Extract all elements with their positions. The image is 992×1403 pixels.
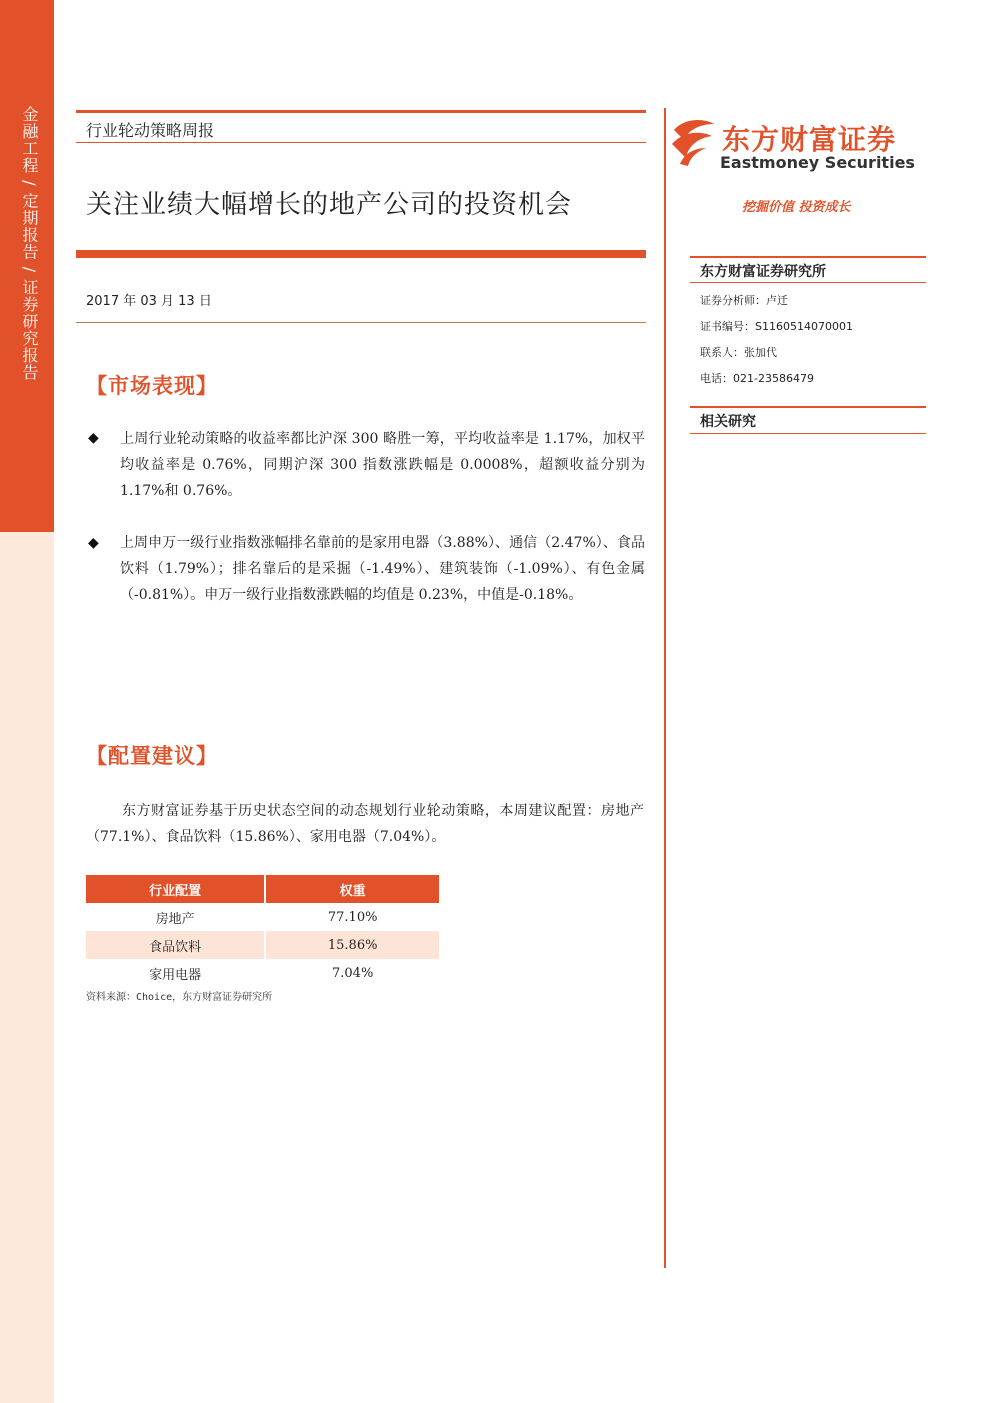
table-row: [86, 959, 440, 987]
analyst-name: 证券分析师：卢迁: [700, 294, 788, 307]
table-row: [86, 903, 440, 931]
column-header-weight: 权重: [265, 875, 440, 903]
column-header-industry: 行业配置: [86, 875, 265, 903]
column-divider: [664, 108, 666, 1268]
certificate-number: 证书编号：S1160514070001: [700, 320, 853, 333]
market-bullet-1: 上周行业轮动策略的收益率都比沪深 300 略胜一筹，平均收益率是 1.17%，加权平均收益率是 0.76%，同期沪深 300 指数涨跌幅是 0.0008%，超额收益分别为 1.17%和 0.76%。: [120, 431, 645, 499]
diamond-bullet-icon: ◆: [88, 535, 99, 551]
phone-number: 电话：021-23586479: [700, 372, 814, 385]
left-sidebar-accent: [0, 0, 54, 532]
table-row: [86, 931, 440, 959]
sidebar-category-label: 金融工程 / 定期报告 / 证券研究报告: [20, 106, 39, 382]
allocation-paragraph: 东方财富证券基于历史状态空间的动态规划行业轮动策略，本周建议配置：房地产（77.1%）、食品饮料（15.86%）、家用电器（7.04%）。: [86, 803, 644, 845]
header-top-rule: [76, 110, 646, 113]
brand-name-en: Eastmoney Securities: [720, 153, 915, 172]
institute-bottom-rule: [690, 282, 926, 283]
brand-name-cn: 东方财富证券: [722, 123, 897, 156]
market-bullet-2: 上周申万一级行业指数涨幅排名靠前的是家用电器（3.88%）、通信（2.47%）、食品饮料（1.79%）；排名靠后的是采掘（-1.49%）、建筑装饰（-1.09%）、有色金属（-0.81%）。申万一级行业指数涨跌幅的均值是 0.23%，中值是-0.18%。: [120, 535, 645, 603]
report-type: 行业轮动策略周报: [86, 121, 215, 140]
institute-name: 东方财富证券研究所: [700, 264, 826, 280]
report-date: 2017 年 03 月 13 日: [86, 294, 212, 309]
allocation-section-heading: 【配置建议】: [86, 743, 218, 768]
data-source-note: 资料来源：Choice，东方财富证券研究所: [86, 992, 273, 1003]
eastmoney-logo-icon: [670, 116, 718, 168]
date-rule: [76, 322, 646, 323]
market-section-heading: 【市场表现】: [86, 373, 218, 398]
weight-cell: 7.04%: [265, 959, 440, 987]
related-research-heading: 相关研究: [700, 414, 756, 430]
related-bottom-rule: [690, 433, 926, 434]
industry-cell: 家用电器: [86, 959, 265, 987]
industry-cell: 房地产: [86, 903, 265, 931]
weight-cell: 77.10%: [265, 903, 440, 931]
allocation-table: [86, 875, 441, 987]
industry-cell: 食品饮料: [86, 931, 265, 959]
brand-slogan: 挖掘价值 投资成长: [742, 200, 851, 215]
contact-person: 联系人：张加代: [700, 346, 777, 359]
related-top-rule: [690, 406, 926, 408]
table-header-row: [86, 875, 440, 903]
title-underline-bar: [76, 250, 646, 258]
institute-top-rule: [690, 256, 926, 258]
weight-cell: 15.86%: [265, 931, 440, 959]
header-thin-rule: [76, 142, 646, 143]
page-title: 关注业绩大幅增长的地产公司的投资机会: [86, 190, 573, 220]
diamond-bullet-icon: ◆: [88, 430, 99, 446]
